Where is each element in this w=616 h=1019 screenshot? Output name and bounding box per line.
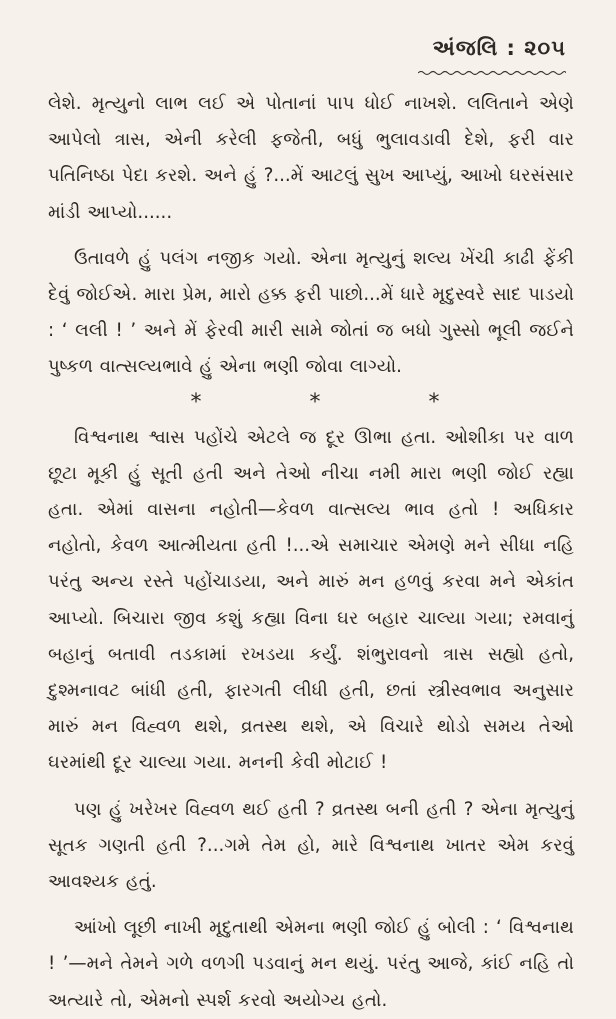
wavy-rule — [418, 70, 566, 76]
page-body — [48, 86, 574, 1019]
paragraph: આંખો લૂછી નાખી મૃદુતાથી એમના ભણી જોઈ હું બોલી : ‘ વિશ્વનાથ ! ’—મને તેમને ગળે વળગી પડવાનું મન થયું. પરંતુ આજે, કાંઈ નહિ તો અત્યારે તો, એમનો સ્પર્શ કરવો અયોગ્ય હતો. — [48, 917, 574, 1011]
separator-asterisk: * — [309, 389, 321, 415]
paragraph: વિશ્વનાથ શ્વાસ પહોંચે એટલે જ દૂર ઊભા હતા. ઓશીકા પર વાળ છૂટા મૂકી હું સૂતી હતી અને તેઓ નીચા નમી મારા ભણી જોઈ રહ્યા હતા. એમાં વાસના નહોતી—કેવળ વાત્સલ્ય ભાવ હતો ! અધિકાર નહોતો, કેવળ આત્મીયતા હતી !...એ સમાચાર એમણે મને સીધા નહિ પરંતુ અન્ય રસ્તે પહોંચાડયા, અને મારું મન હળવું કરવા મને એકાંત આપ્યો. બિચારા જીવ કશું કહ્યા વિના ઘર બહાર ચાલ્યા ગયા; રમવાનું બહાનું બતાવી તડકામાં રખડયા કર્યું. શંભુરાવનો ત્રાસ સહ્યો હતો, દુશ્મનાવટ બાંધી હતી, ફારગતી લીધી હતી, છતાં સ્ત્રીસ્વભાવ અનુસાર મારું મન વિહ્વળ થશે, વ્રતસ્થ થશે, એ વિચારે થોડો સમય તેઓ ઘરમાંથી દૂર ચાલ્યા ગયા. મનની કેવી મોટાઈ ! — [48, 426, 574, 774]
running-header — [418, 36, 566, 80]
section-separator — [48, 386, 574, 420]
separator-asterisk: * — [190, 389, 202, 415]
paragraph: લેશે. મૃત્યુનો લાભ લઈ એ પોતાનાં પાપ ધોઈ નાખશે. લલિતાને એણે આપેલો ત્રાસ, એની કરેલી ફજેતી, બધું ભુલાવડાવી દેશે, ફરી વાર પતિનિષ્ઠા પેદા કરશે. અને હું ?...મેં આટલું સુખ આપ્યું, આખો ઘરસંસાર માંડી આપ્યો...... — [48, 93, 574, 223]
running-title: અંજલિ : ૨૦૫ — [432, 36, 566, 60]
paragraph: પણ હું ખરેખર વિહ્વળ થઈ હતી ? વ્રતસ્થ બની હતી ? એના મૃત્યુનું સૂતક ગણતી હતી ?...ગમે તેમ હો, મારે વિશ્વનાથ ખાતર એમ કરવું આવશ્યક હતું. — [48, 798, 574, 893]
paragraph: ઉતાવળે હું પલંગ નજીક ગયો. એના મૃત્યુનું શલ્ય ખેંચી કાઢી ફેંકી દેવું જોઈએ. મારા પ્રેમ, મારો હક્ક ફરી પાછો...મેં ધારે મૃદુસ્વરે સાદ પાડયો : ‘ લલી ! ’ અને મેં ફેરવી મારી સામે જોતાં જ બધો ગુસ્સો ભૂલી જઈને પુષ્કળ વાત્સલ્યભાવે હું એના ભણી જોવા લાગ્યો. — [48, 247, 574, 378]
separator-asterisk: * — [428, 389, 440, 415]
